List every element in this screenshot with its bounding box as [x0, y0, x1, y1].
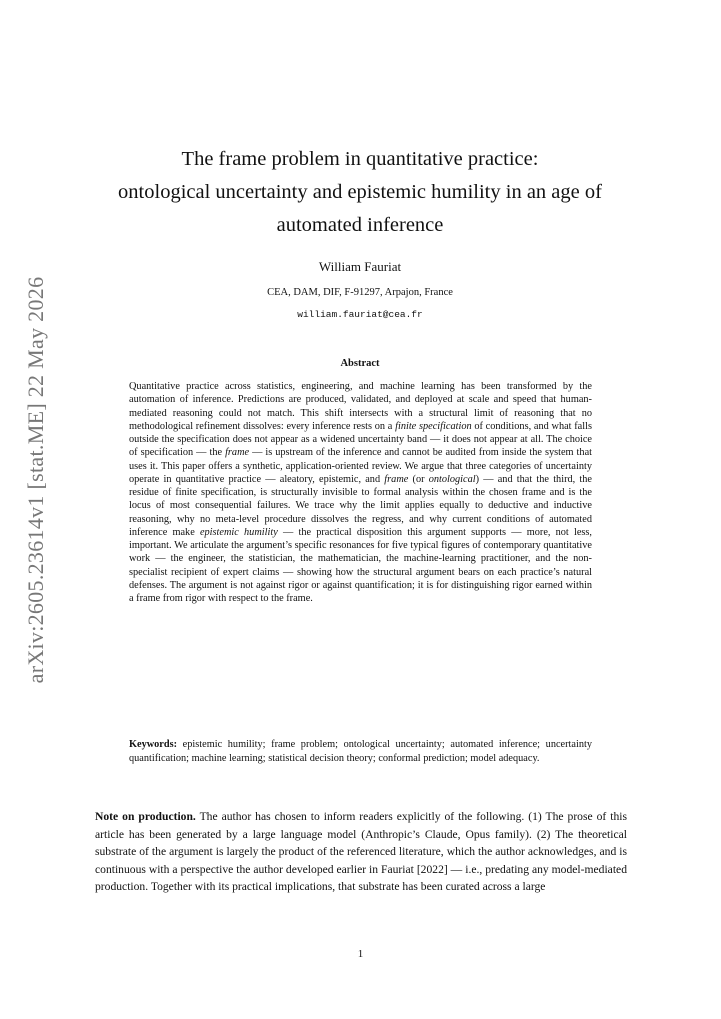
- production-note-label: Note on production.: [95, 810, 196, 823]
- paper-title: [95, 146, 625, 245]
- abstract-emphasis: frame: [384, 473, 409, 485]
- production-note-text: The author has chosen to inform readers explicitly of the following. (1) The prose of this article has been generated by a large language model (Anthropic’s Claude, Opus family). (2) The theoretical substrate of the argument is largely the product of the referenced literature, which the author acknowledges, and is continuous with a perspective the author developed earlier in Fauriat [2022] — i.e., predating any model-mediated production. Together with its practical implications, that substrate has been curated across a large: [95, 810, 627, 894]
- author-affiliation: CEA, DAM, DIF, F-91297, Arpajon, France: [267, 287, 453, 298]
- abstract-heading: Abstract: [340, 358, 380, 369]
- abstract-text: Quantitative practice across statistics, engineering, and machine learning has been transformed by the automation of inference. Predictions are produced, validated, and deployed at scale and speed that human-mediated reasoning could not match. This shift intersects with a structural limit of reasoning that no methodological refinement dissolves: every inference rests on a: [129, 381, 592, 432]
- abstract-emphasis: ontological: [428, 473, 476, 485]
- abstract-emphasis: epistemic humility: [199, 526, 278, 538]
- arxiv-identifier: arXiv:2605.23614v1 [stat.ME] 22 May 2026: [23, 276, 48, 684]
- title-line-2: ontological uncertainty and epistemic humility in an age of: [118, 181, 602, 203]
- keywords-block: [129, 738, 592, 765]
- abstract-text: — the practical disposition this argument supports — more, not less, important. We articulate the argument’s specific resonances for five typical figures of contemporary quantitative work — the engineer, the statistician, the mathematician, the machine-learning practitioner, and the non-specialist recipient of expert claims — showing how the structural argument bears on each practice’s natural defenses. The argument is not against rigor or against quantification; it is for distinguishing rigor earned within a frame from rigor with respect to the frame.: [129, 526, 592, 604]
- production-note: [95, 808, 627, 896]
- abstract-emphasis: finite specification: [395, 420, 472, 432]
- author-name: William Fauriat: [318, 259, 402, 274]
- abstract-body: [129, 380, 592, 605]
- arxiv-sidebar-stamp: [16, 276, 56, 684]
- abstract-text: — is upstream of the inference and cannot be audited from inside the system that uses it. This paper offers a synthetic, application-oriented review. We argue that three categories of uncertainty operate in quantitative practice — aleatory, epistemic, and: [129, 447, 592, 485]
- page-number: 1: [357, 948, 364, 960]
- abstract-text: ) — and that the third, the residue of finite specification, is structurally invisible to formal analysis within the chosen frame and is the locus of most consequential failures. We trace why the limit applies equally to deductive and inductive reasoning, why no meta-level procedure dissolves the regress, and why current conditions of automated inference make: [129, 473, 592, 538]
- keywords-label: Keywords:: [129, 739, 178, 750]
- abstract-emphasis: frame: [225, 447, 250, 459]
- author-email: william.fauriat@cea.fr: [297, 309, 423, 320]
- keywords-text: epistemic humility; frame problem; ontological uncertainty; automated inference; uncertainty quantification; machine learning; statistical decision theory; conformal prediction; model adequacy.: [129, 739, 592, 764]
- title-line-1: The frame problem in quantitative practice:: [181, 148, 539, 170]
- title-line-3: automated inference: [276, 214, 444, 236]
- abstract-text: of conditions, and what falls outside the specification does not appear as a widened uncertainty band — it does not appear at all. The choice of specification — the: [129, 420, 592, 459]
- abstract-text: (or: [408, 473, 429, 485]
